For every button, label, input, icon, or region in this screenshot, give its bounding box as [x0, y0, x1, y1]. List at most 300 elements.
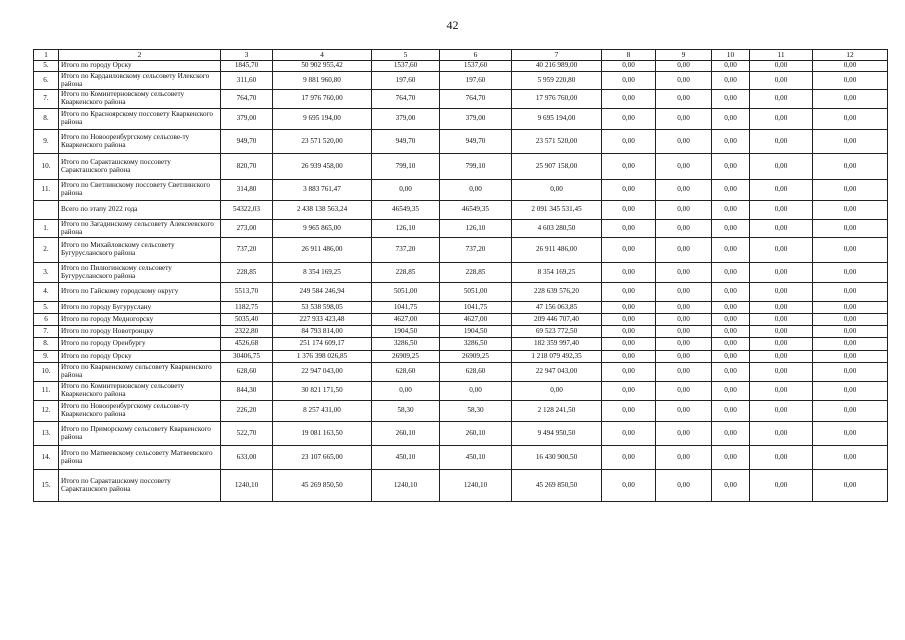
- value-cell: 0,00: [602, 351, 656, 363]
- value-cell: 9 494 950,50: [512, 422, 602, 446]
- value-cell: 23 571 520,00: [273, 130, 372, 154]
- value-cell: 0,00: [712, 263, 750, 283]
- table-row: [34, 401, 888, 422]
- value-cell: 0,00: [750, 470, 813, 502]
- value-cell: 228,85: [221, 263, 273, 283]
- value-cell: 764,70: [221, 90, 273, 109]
- value-cell: 0,00: [602, 470, 656, 502]
- value-cell: 0,00: [602, 363, 656, 382]
- value-cell: 228 639 576,20: [512, 283, 602, 302]
- column-header: 5: [372, 50, 440, 61]
- value-cell: 0,00: [750, 90, 813, 109]
- row-name: Итого по Новооренбургскому сельсове-ту Кваркенского района: [59, 401, 221, 422]
- value-cell: 0,00: [712, 201, 750, 220]
- value-cell: 799,10: [440, 154, 512, 180]
- value-cell: 0,00: [656, 90, 712, 109]
- value-cell: 1537,60: [440, 61, 512, 72]
- value-cell: 0,00: [712, 109, 750, 130]
- value-cell: 522,70: [221, 422, 273, 446]
- value-cell: 47 156 063,85: [512, 302, 602, 314]
- table-row: [34, 283, 888, 302]
- value-cell: 0,00: [813, 314, 888, 326]
- value-cell: 0,00: [750, 422, 813, 446]
- value-cell: 0,00: [602, 220, 656, 238]
- value-cell: 844,30: [221, 382, 273, 401]
- value-cell: 227 933 423,48: [273, 314, 372, 326]
- value-cell: 58,30: [440, 401, 512, 422]
- value-cell: 197,60: [372, 72, 440, 90]
- value-cell: 0,00: [656, 338, 712, 351]
- row-number: 10.: [34, 363, 59, 382]
- value-cell: 0,00: [813, 238, 888, 263]
- value-cell: 0,00: [712, 338, 750, 351]
- value-cell: 0,00: [602, 72, 656, 90]
- row-number: 5.: [34, 302, 59, 314]
- value-cell: 737,20: [372, 238, 440, 263]
- value-cell: 0,00: [813, 351, 888, 363]
- row-name: Итого по городу Орску: [59, 351, 221, 363]
- row-name: Итого по Пилюгинскому сельсовету Бугурусланского района: [59, 263, 221, 283]
- table-row: [34, 382, 888, 401]
- value-cell: 0,00: [656, 154, 712, 180]
- row-number: 5.: [34, 61, 59, 72]
- row-name: Итого по Коминтерновскому сельсовету Кваркенского района: [59, 90, 221, 109]
- value-cell: 0,00: [656, 109, 712, 130]
- row-number: 12.: [34, 401, 59, 422]
- value-cell: 30406,75: [221, 351, 273, 363]
- value-cell: 16 430 900,50: [512, 446, 602, 470]
- value-cell: 22 947 043,00: [273, 363, 372, 382]
- value-cell: 379,00: [440, 109, 512, 130]
- value-cell: 0,00: [602, 180, 656, 201]
- value-cell: 0,00: [656, 220, 712, 238]
- table-row: [34, 446, 888, 470]
- value-cell: 628,60: [372, 363, 440, 382]
- value-cell: 5051,00: [440, 283, 512, 302]
- value-cell: 25 907 158,00: [512, 154, 602, 180]
- value-cell: 0,00: [602, 109, 656, 130]
- value-cell: 0,00: [602, 326, 656, 338]
- value-cell: 764,70: [372, 90, 440, 109]
- value-cell: 0,00: [750, 130, 813, 154]
- value-cell: 0,00: [656, 326, 712, 338]
- value-cell: 197,60: [440, 72, 512, 90]
- row-name: Итого по Кардаиловскому сельсовету Илекского района: [59, 72, 221, 90]
- row-name: Итого по Приморскому сельсовету Кваркенского района: [59, 422, 221, 446]
- value-cell: 0,00: [712, 401, 750, 422]
- value-cell: 0,00: [813, 180, 888, 201]
- value-cell: 26 911 486,00: [512, 238, 602, 263]
- row-name: Итого по городу Новотроицку: [59, 326, 221, 338]
- column-header: 6: [440, 50, 512, 61]
- row-number: 8.: [34, 338, 59, 351]
- value-cell: 26909,25: [440, 351, 512, 363]
- value-cell: 0,00: [602, 130, 656, 154]
- table-row: [34, 314, 888, 326]
- value-cell: 8 257 431,00: [273, 401, 372, 422]
- value-cell: 0,00: [813, 283, 888, 302]
- value-cell: 0,00: [372, 382, 440, 401]
- row-number: 6.: [34, 72, 59, 90]
- value-cell: 0,00: [750, 363, 813, 382]
- table-row: [34, 90, 888, 109]
- value-cell: 0,00: [712, 326, 750, 338]
- data-table: [33, 49, 888, 502]
- value-cell: 2 438 138 563,24: [273, 201, 372, 220]
- value-cell: 0,00: [656, 470, 712, 502]
- value-cell: 17 976 760,00: [512, 90, 602, 109]
- value-cell: 0,00: [813, 154, 888, 180]
- value-cell: 3 883 761,47: [273, 180, 372, 201]
- value-cell: 0,00: [712, 314, 750, 326]
- table-row: [34, 363, 888, 382]
- value-cell: 0,00: [712, 470, 750, 502]
- value-cell: 23 571 520,00: [512, 130, 602, 154]
- value-cell: 1041,75: [372, 302, 440, 314]
- row-name: Всего по этапу 2022 года: [59, 201, 221, 220]
- value-cell: 4627,00: [440, 314, 512, 326]
- value-cell: 0,00: [712, 90, 750, 109]
- value-cell: 4526,68: [221, 338, 273, 351]
- value-cell: 9 695 194,00: [512, 109, 602, 130]
- value-cell: 0,00: [712, 283, 750, 302]
- value-cell: 0,00: [656, 238, 712, 263]
- value-cell: 0,00: [602, 382, 656, 401]
- value-cell: 0,00: [602, 314, 656, 326]
- table-row: [34, 338, 888, 351]
- value-cell: 0,00: [602, 338, 656, 351]
- value-cell: 0,00: [813, 363, 888, 382]
- value-cell: 249 584 246,94: [273, 283, 372, 302]
- value-cell: 314,80: [221, 180, 273, 201]
- row-name: Итого по Новооренбургскому сельсове-ту Кваркенского района: [59, 130, 221, 154]
- row-number: 11.: [34, 382, 59, 401]
- value-cell: 0,00: [602, 201, 656, 220]
- table-row: [34, 72, 888, 90]
- value-cell: 26 939 458,00: [273, 154, 372, 180]
- row-name: Итого по Красноярскому поссовету Кваркенского района: [59, 109, 221, 130]
- row-name: Итого по городу Орску: [59, 61, 221, 72]
- value-cell: 5035,40: [221, 314, 273, 326]
- value-cell: 0,00: [712, 363, 750, 382]
- value-cell: 0,00: [813, 382, 888, 401]
- table-row: [34, 422, 888, 446]
- value-cell: 0,00: [750, 382, 813, 401]
- row-number: 13.: [34, 422, 59, 446]
- value-cell: 0,00: [712, 302, 750, 314]
- value-cell: 226,20: [221, 401, 273, 422]
- value-cell: 0,00: [712, 220, 750, 238]
- value-cell: 0,00: [750, 180, 813, 201]
- value-cell: 0,00: [750, 326, 813, 338]
- value-cell: 9 695 194,00: [273, 109, 372, 130]
- value-cell: 50 902 955,42: [273, 61, 372, 72]
- value-cell: 450,10: [440, 446, 512, 470]
- value-cell: 0,00: [712, 154, 750, 180]
- row-name: Итого по городу Медногорску: [59, 314, 221, 326]
- row-number: 7.: [34, 326, 59, 338]
- value-cell: 0,00: [712, 180, 750, 201]
- table-row: [34, 220, 888, 238]
- value-cell: 0,00: [813, 401, 888, 422]
- value-cell: 0,00: [813, 302, 888, 314]
- value-cell: 0,00: [813, 263, 888, 283]
- row-number: 15.: [34, 470, 59, 502]
- value-cell: 0,00: [656, 446, 712, 470]
- value-cell: 633,00: [221, 446, 273, 470]
- value-cell: 1 376 398 026,85: [273, 351, 372, 363]
- column-header: 8: [602, 50, 656, 61]
- value-cell: 8 354 169,25: [512, 263, 602, 283]
- value-cell: 764,70: [440, 90, 512, 109]
- value-cell: 4627,00: [372, 314, 440, 326]
- value-cell: 251 174 609,17: [273, 338, 372, 351]
- row-number: 9.: [34, 351, 59, 363]
- column-header: 4: [273, 50, 372, 61]
- value-cell: 0,00: [712, 446, 750, 470]
- table-row: [34, 130, 888, 154]
- value-cell: 0,00: [813, 326, 888, 338]
- column-header: 10: [712, 50, 750, 61]
- value-cell: 1537,60: [372, 61, 440, 72]
- row-number: 7.: [34, 90, 59, 109]
- value-cell: 0,00: [656, 401, 712, 422]
- value-cell: 0,00: [602, 61, 656, 72]
- value-cell: 45 269 850,50: [273, 470, 372, 502]
- value-cell: 0,00: [750, 109, 813, 130]
- value-cell: 1 218 079 492,35: [512, 351, 602, 363]
- value-cell: 8 354 169,25: [273, 263, 372, 283]
- value-cell: 5513,70: [221, 283, 273, 302]
- value-cell: 30 821 171,50: [273, 382, 372, 401]
- value-cell: 0,00: [750, 302, 813, 314]
- value-cell: 379,00: [221, 109, 273, 130]
- row-name: Итого по Кваркенскому сельсовету Кваркенского района: [59, 363, 221, 382]
- value-cell: 0,00: [750, 338, 813, 351]
- column-header: 11: [750, 50, 813, 61]
- value-cell: 628,60: [221, 363, 273, 382]
- value-cell: 4 603 280,50: [512, 220, 602, 238]
- value-cell: 69 523 772,50: [512, 326, 602, 338]
- value-cell: 0,00: [750, 238, 813, 263]
- row-number: 1.: [34, 220, 59, 238]
- value-cell: 1240,10: [221, 470, 273, 502]
- value-cell: 0,00: [813, 422, 888, 446]
- value-cell: 23 107 665,00: [273, 446, 372, 470]
- value-cell: 0,00: [440, 180, 512, 201]
- value-cell: 58,30: [372, 401, 440, 422]
- table-row: [34, 351, 888, 363]
- value-cell: 45 269 850,50: [512, 470, 602, 502]
- row-name: Итого по городу Оренбургу: [59, 338, 221, 351]
- value-cell: 0,00: [656, 302, 712, 314]
- value-cell: 0,00: [750, 401, 813, 422]
- value-cell: 0,00: [813, 130, 888, 154]
- value-cell: 26 911 486,00: [273, 238, 372, 263]
- value-cell: 0,00: [813, 109, 888, 130]
- table-row: [34, 201, 888, 220]
- table-row: [34, 180, 888, 201]
- page-number: 42: [446, 18, 459, 32]
- value-cell: 0,00: [602, 238, 656, 263]
- value-cell: 2 091 345 531,45: [512, 201, 602, 220]
- column-header: 1: [34, 50, 59, 61]
- row-number: 3.: [34, 263, 59, 283]
- table-row: [34, 326, 888, 338]
- value-cell: 228,85: [372, 263, 440, 283]
- row-name: Итого по Саракташскому поссовету Саракташского района: [59, 154, 221, 180]
- row-name: Итого по городу Бугуруслану: [59, 302, 221, 314]
- value-cell: 0,00: [602, 154, 656, 180]
- value-cell: 0,00: [440, 382, 512, 401]
- value-cell: 0,00: [602, 401, 656, 422]
- value-cell: 0,00: [656, 263, 712, 283]
- value-cell: 46549,35: [440, 201, 512, 220]
- value-cell: 628,60: [440, 363, 512, 382]
- row-name: Итого по Загадинскому сельсовету Алексеевского района: [59, 220, 221, 238]
- value-cell: 0,00: [656, 201, 712, 220]
- row-number: 4.: [34, 283, 59, 302]
- value-cell: 54322,03: [221, 201, 273, 220]
- value-cell: 260,10: [372, 422, 440, 446]
- table-row: [34, 154, 888, 180]
- header-row: [34, 50, 888, 61]
- value-cell: 9 965 865,00: [273, 220, 372, 238]
- row-number: 9.: [34, 130, 59, 154]
- value-cell: 799,10: [372, 154, 440, 180]
- value-cell: 0,00: [750, 351, 813, 363]
- value-cell: 0,00: [712, 351, 750, 363]
- value-cell: 0,00: [712, 238, 750, 263]
- value-cell: 26909,25: [372, 351, 440, 363]
- column-header: 9: [656, 50, 712, 61]
- value-cell: 0,00: [602, 446, 656, 470]
- value-cell: 0,00: [813, 90, 888, 109]
- value-cell: 0,00: [750, 201, 813, 220]
- value-cell: 0,00: [750, 263, 813, 283]
- value-cell: 46549,35: [372, 201, 440, 220]
- value-cell: 0,00: [656, 61, 712, 72]
- value-cell: 0,00: [602, 302, 656, 314]
- value-cell: 737,20: [221, 238, 273, 263]
- value-cell: 0,00: [602, 422, 656, 446]
- value-cell: 0,00: [602, 90, 656, 109]
- value-cell: 0,00: [656, 72, 712, 90]
- row-number: 11.: [34, 180, 59, 201]
- row-name: Итого по Гайскому городскому округу: [59, 283, 221, 302]
- value-cell: 0,00: [656, 130, 712, 154]
- value-cell: 17 976 760,00: [273, 90, 372, 109]
- value-cell: 820,70: [221, 154, 273, 180]
- table-row: [34, 238, 888, 263]
- value-cell: 0,00: [512, 180, 602, 201]
- value-cell: 9 881 960,80: [273, 72, 372, 90]
- value-cell: 0,00: [602, 263, 656, 283]
- table-row: [34, 470, 888, 502]
- value-cell: 0,00: [813, 220, 888, 238]
- row-name: Итого по Матвеевскому сельсовету Матвеевского района: [59, 446, 221, 470]
- value-cell: 0,00: [813, 338, 888, 351]
- value-cell: 1041,75: [440, 302, 512, 314]
- table-row: [34, 61, 888, 72]
- value-cell: 379,00: [372, 109, 440, 130]
- value-cell: 0,00: [813, 446, 888, 470]
- value-cell: 450,10: [372, 446, 440, 470]
- value-cell: 0,00: [712, 61, 750, 72]
- value-cell: 228,85: [440, 263, 512, 283]
- value-cell: 949,70: [372, 130, 440, 154]
- value-cell: 0,00: [372, 180, 440, 201]
- value-cell: 0,00: [712, 382, 750, 401]
- value-cell: 22 947 043,00: [512, 363, 602, 382]
- value-cell: 0,00: [750, 446, 813, 470]
- value-cell: 0,00: [750, 72, 813, 90]
- value-cell: 84 793 814,00: [273, 326, 372, 338]
- value-cell: 53 538 598,05: [273, 302, 372, 314]
- column-header: 12: [813, 50, 888, 61]
- value-cell: 5 959 220,80: [512, 72, 602, 90]
- value-cell: 0,00: [712, 72, 750, 90]
- value-cell: 40 216 989,00: [512, 61, 602, 72]
- table-row: [34, 109, 888, 130]
- table-body: [34, 61, 888, 502]
- column-header: 2: [59, 50, 221, 61]
- value-cell: 0,00: [750, 283, 813, 302]
- value-cell: 1904,50: [372, 326, 440, 338]
- value-cell: 2 128 241,50: [512, 401, 602, 422]
- value-cell: 126,10: [372, 220, 440, 238]
- row-name: Итого по Коминтерновскому сельсовету Кваркенского района: [59, 382, 221, 401]
- value-cell: 949,70: [221, 130, 273, 154]
- table-row: [34, 263, 888, 283]
- value-cell: 0,00: [512, 382, 602, 401]
- value-cell: 0,00: [813, 61, 888, 72]
- value-cell: 1182,75: [221, 302, 273, 314]
- value-cell: 0,00: [750, 220, 813, 238]
- value-cell: 0,00: [750, 61, 813, 72]
- row-number: 2.: [34, 238, 59, 263]
- row-name: Итого по Саракташскому поссовету Саракташского района: [59, 470, 221, 502]
- value-cell: 0,00: [602, 283, 656, 302]
- value-cell: 0,00: [813, 470, 888, 502]
- column-header: 7: [512, 50, 602, 61]
- value-cell: 126,10: [440, 220, 512, 238]
- value-cell: 0,00: [813, 201, 888, 220]
- value-cell: 209 446 707,40: [512, 314, 602, 326]
- value-cell: 1904,50: [440, 326, 512, 338]
- value-cell: 0,00: [712, 422, 750, 446]
- value-cell: 19 081 163,50: [273, 422, 372, 446]
- value-cell: 0,00: [656, 283, 712, 302]
- row-number: 6: [34, 314, 59, 326]
- row-number: 10.: [34, 154, 59, 180]
- value-cell: 737,20: [440, 238, 512, 263]
- value-cell: 0,00: [712, 130, 750, 154]
- column-header: 3: [221, 50, 273, 61]
- row-number: 8.: [34, 109, 59, 130]
- value-cell: 3286,50: [440, 338, 512, 351]
- value-cell: 0,00: [750, 154, 813, 180]
- value-cell: 1240,10: [440, 470, 512, 502]
- value-cell: 0,00: [656, 180, 712, 201]
- value-cell: 1240,10: [372, 470, 440, 502]
- row-number: 14.: [34, 446, 59, 470]
- value-cell: 0,00: [813, 72, 888, 90]
- value-cell: 273,00: [221, 220, 273, 238]
- table-row: [34, 302, 888, 314]
- value-cell: 949,70: [440, 130, 512, 154]
- value-cell: 311,60: [221, 72, 273, 90]
